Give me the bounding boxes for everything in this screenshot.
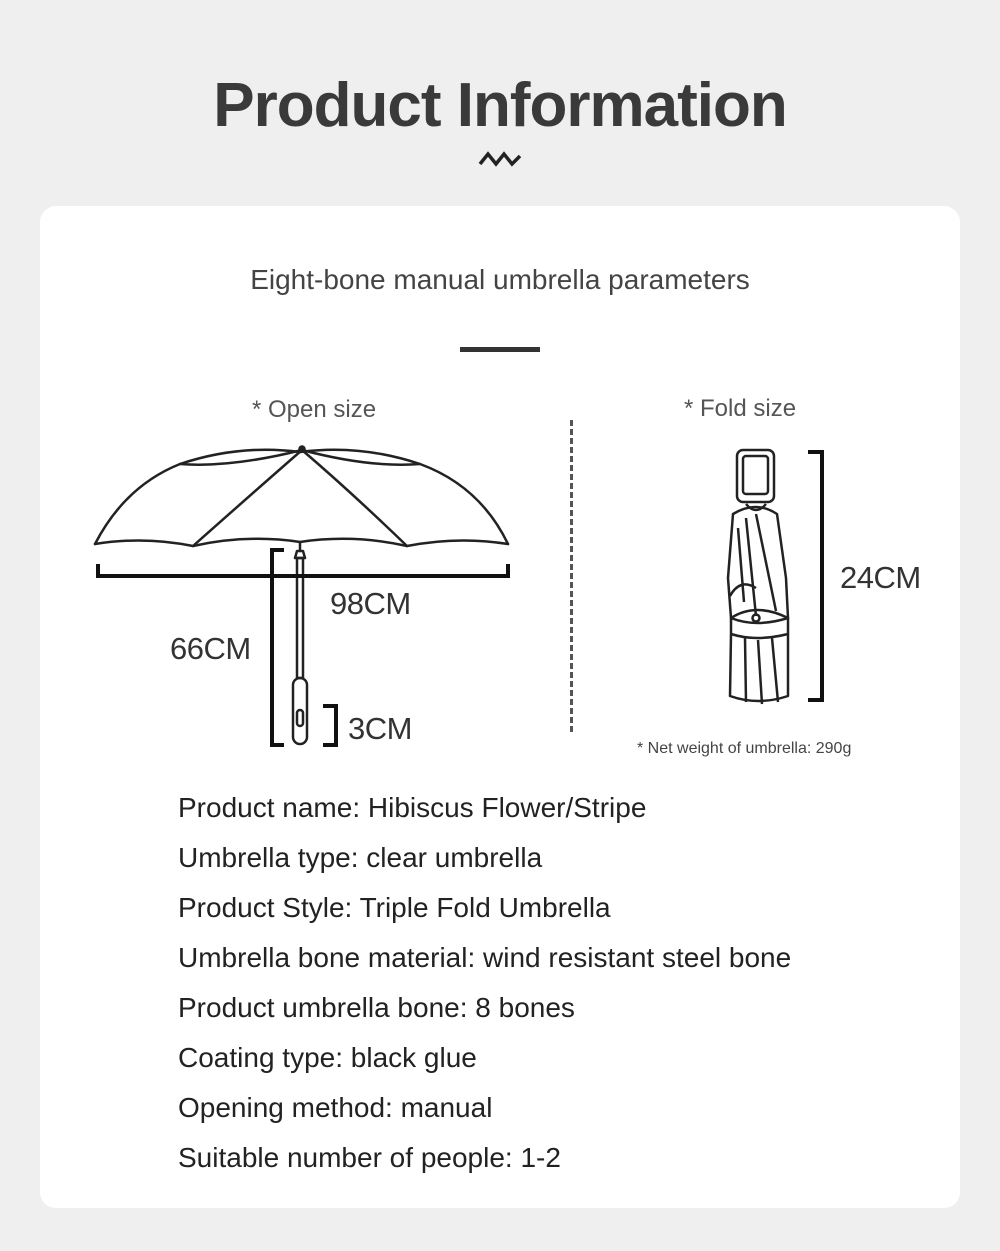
spec-product-style: Product Style: Triple Fold Umbrella — [178, 892, 611, 923]
folded-umbrella-icon — [728, 450, 788, 704]
spec-list — [178, 786, 791, 1186]
umbrella-diagram — [40, 206, 960, 766]
open-width-label: 98CM — [330, 586, 411, 621]
spec-bone-material: Umbrella bone material: wind resistant steel bone — [178, 942, 792, 973]
page-title: Product Information — [213, 71, 787, 140]
open-umbrella-icon — [95, 447, 508, 745]
spec-opening-method: Opening method: manual — [178, 1092, 493, 1123]
card-subtitle: Eight-bone manual umbrella parameters — [250, 264, 750, 295]
spec-coating-type: Coating type: black glue — [178, 1042, 477, 1073]
handle-size-label: 3CM — [348, 711, 412, 746]
spec-umbrella-type: Umbrella type: clear umbrella — [178, 842, 543, 873]
open-height-label: 66CM — [170, 631, 251, 666]
spec-people: Suitable number of people: 1-2 — [178, 1142, 561, 1173]
spec-product-name: Product name: Hibiscus Flower/Stripe — [178, 792, 647, 823]
open-size-label: * Open size — [252, 396, 377, 423]
fold-dimension-line — [808, 452, 822, 700]
chevrons-icon — [478, 150, 524, 170]
fold-size-label: * Fold size — [684, 395, 797, 422]
fold-length-label: 24CM — [840, 560, 921, 595]
weight-note: * Net weight of umbrella: 290g — [637, 740, 852, 757]
spec-bone-count: Product umbrella bone: 8 bones — [178, 992, 575, 1023]
info-card — [40, 206, 960, 1208]
